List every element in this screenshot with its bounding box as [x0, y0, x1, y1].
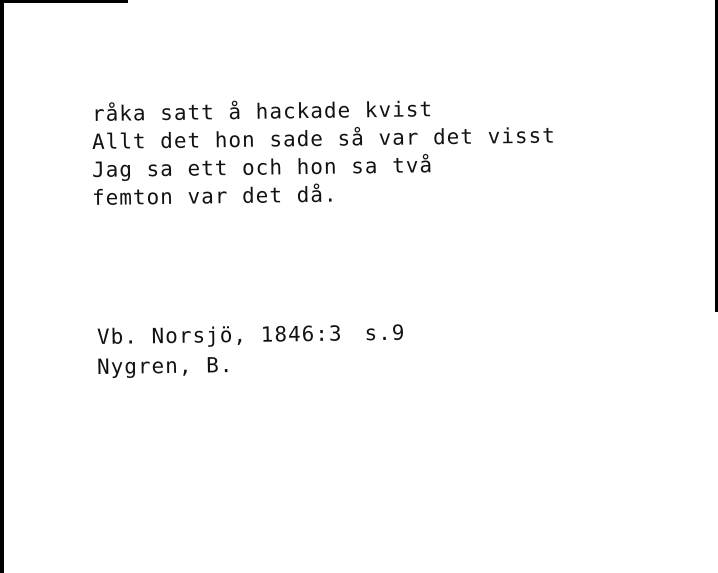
verse-line: Jag sa ett och hon sa två: [91, 153, 434, 182]
card-top-edge: [0, 0, 128, 3]
source-reference: [97, 322, 406, 382]
verse-text: [91, 97, 556, 212]
source-location-line: [97, 318, 406, 352]
source-location: Vb. Norsjö, 1846:3: [96, 321, 343, 349]
verse-line: femton var det då.: [91, 182, 338, 210]
source-page: s.9: [364, 320, 406, 346]
verse-line: Allt det hon sade så var det visst: [91, 123, 556, 154]
verse-line: råka satt å hackade kvist: [91, 97, 434, 126]
source-recorder: Nygren, B.: [96, 353, 234, 379]
card-left-edge: [0, 0, 4, 573]
